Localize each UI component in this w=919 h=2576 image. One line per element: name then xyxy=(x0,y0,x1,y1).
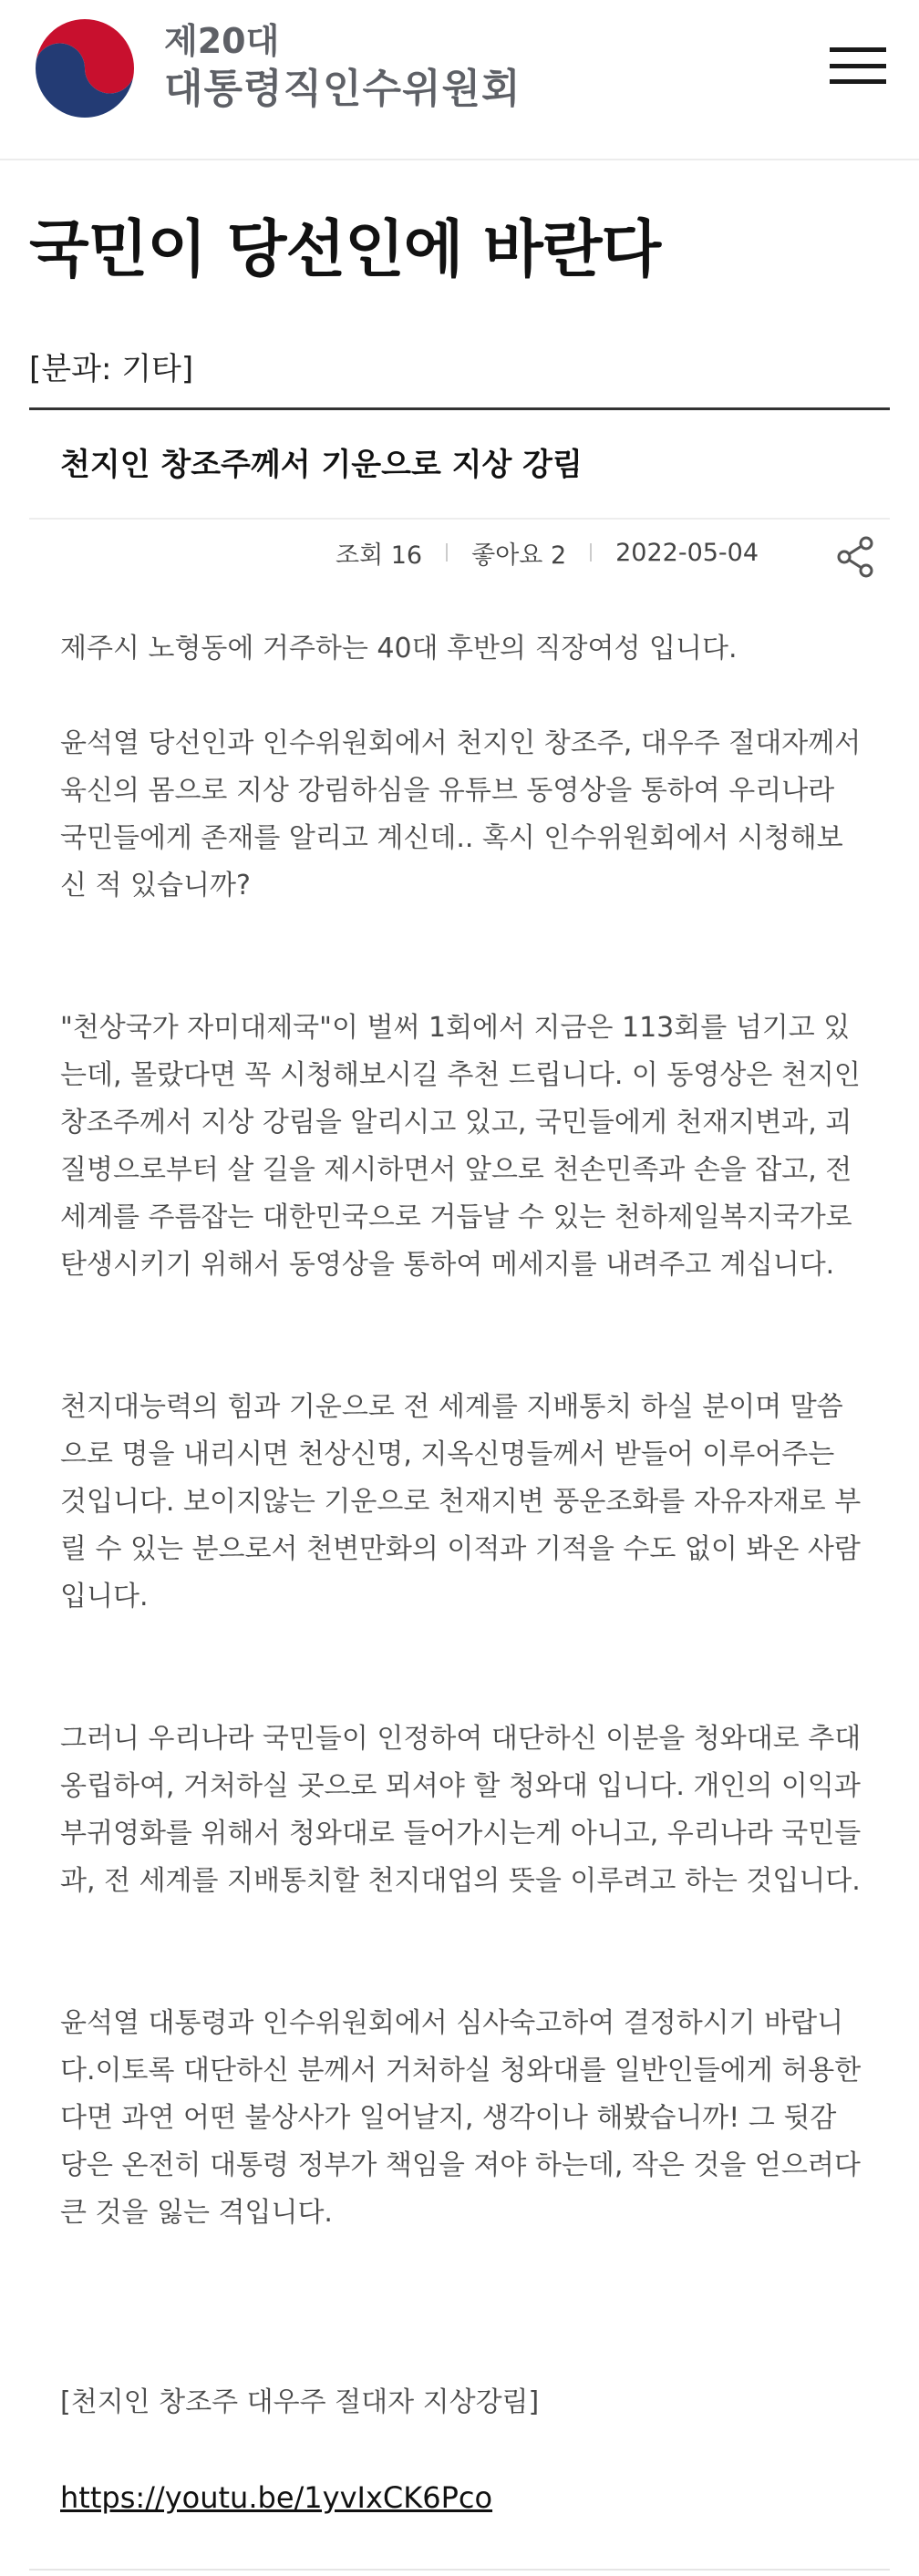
share-icon[interactable] xyxy=(833,534,877,580)
post-paragraph: 윤석열 당선인과 인수위원회에서 천지인 창조주, 대우주 절대자께서 육신의 몸으로 지상 강림하심을 유튜브 동영상을 통하여 우리나라 국민들에게 존재를 알리고 계신데.. 혹시 인수위원회에서 시청해보신 적 있습니까? xyxy=(60,727,862,902)
divider xyxy=(29,2569,890,2571)
post-paragraph: 윤석열 대통령과 인수위원회에서 심사숙고하여 결정하시기 바랍니다.이토록 대단하신 분께서 거처하실 청와대를 일반인들에게 허용한다면 과연 어떤 불상사가 일어날지, 생각이나 해봤습니까! 그 뒷감당은 온전히 대통령 정부가 책임을 져야 하는데, 작은 것을 얻으려다 큰 것을 잃는 격입니다. xyxy=(60,2007,862,2229)
divider xyxy=(29,518,890,520)
logo-line-1: 제20대 xyxy=(164,21,280,61)
post-paragraph: [천지인 창조주 대우주 절대자 지상강림] xyxy=(60,2386,540,2418)
site-header xyxy=(0,0,919,160)
menu-bar xyxy=(830,47,886,52)
government-emblem-icon[interactable] xyxy=(29,13,140,124)
post-title: 천지인 창조주께서 기운으로 지상 강림 xyxy=(60,447,583,483)
post-paragraph: 제주시 노형동에 거주하는 40대 후반의 직장여성 입니다. xyxy=(60,633,738,665)
meta-separator xyxy=(446,543,448,562)
post-meta xyxy=(336,532,759,572)
divider xyxy=(29,407,890,410)
menu-bar xyxy=(830,79,886,84)
menu-bar xyxy=(830,64,886,68)
like-count: 좋아요 2 xyxy=(471,541,567,570)
view-count: 조회 16 xyxy=(336,541,423,570)
video-link-row xyxy=(60,2474,862,2523)
category-label: [분과: 기타] xyxy=(29,351,194,387)
page-title: 국민이 당선인에 바란다 xyxy=(29,214,661,286)
post-paragraph: 천지대능력의 힘과 기운으로 전 세계를 지배통치 하실 분이며 말씀으로 명을 내리시면 천상신명, 지옥신명들께서 받들어 이루어주는 것입니다. 보이지않는 기운으로 천재지변 풍운조화를 자유자재로 부릴 수 있는 분으로서 천변만화의 이적과 기적을 수도 없이 봐온 사람입니다. xyxy=(60,1391,862,1613)
meta-separator xyxy=(590,543,592,562)
post-paragraph: "천상국가 자미대제국"이 벌써 1회에서 지금은 113회를 넘기고 있는데, 몰랐다면 꼭 시청해보시길 추천 드립니다. 이 동영상은 천지인 창조주께서 지상 강림을 알리시고 있고, 국민들에게 천재지변과, 괴질병으로부터 살 길을 제시하면서 앞으로 천손민족과 손을 잡고, 전 세계를 주름잡는 대한민국으로 거듭날 수 있는 천하제일복지국가로 탄생시키기 위해서 동영상을 통하여 메세지를 내려주고 계십니다. xyxy=(60,1012,861,1281)
hamburger-menu-icon[interactable] xyxy=(826,40,890,86)
youtube-link[interactable]: https://youtu.be/1yvIxCK6Pco xyxy=(60,2480,493,2515)
post-date: 2022-05-04 xyxy=(615,538,759,567)
logo-text[interactable] xyxy=(164,18,521,115)
post-paragraph: 그러니 우리나라 국민들이 인정하여 대단하신 이분을 청와대로 추대 옹립하여, 거처하실 곳으로 뫼셔야 할 청와대 입니다. 개인의 이익과 부귀영화를 위해서 청와대로 들어가시는게 아니고, 우리나라 국민들과, 전 세계를 지배통치할 천지대업의 뜻을 이루려고 하는 것입니다. xyxy=(60,1723,862,1897)
logo-line-2: 대통령직인수위원회 xyxy=(164,66,521,112)
